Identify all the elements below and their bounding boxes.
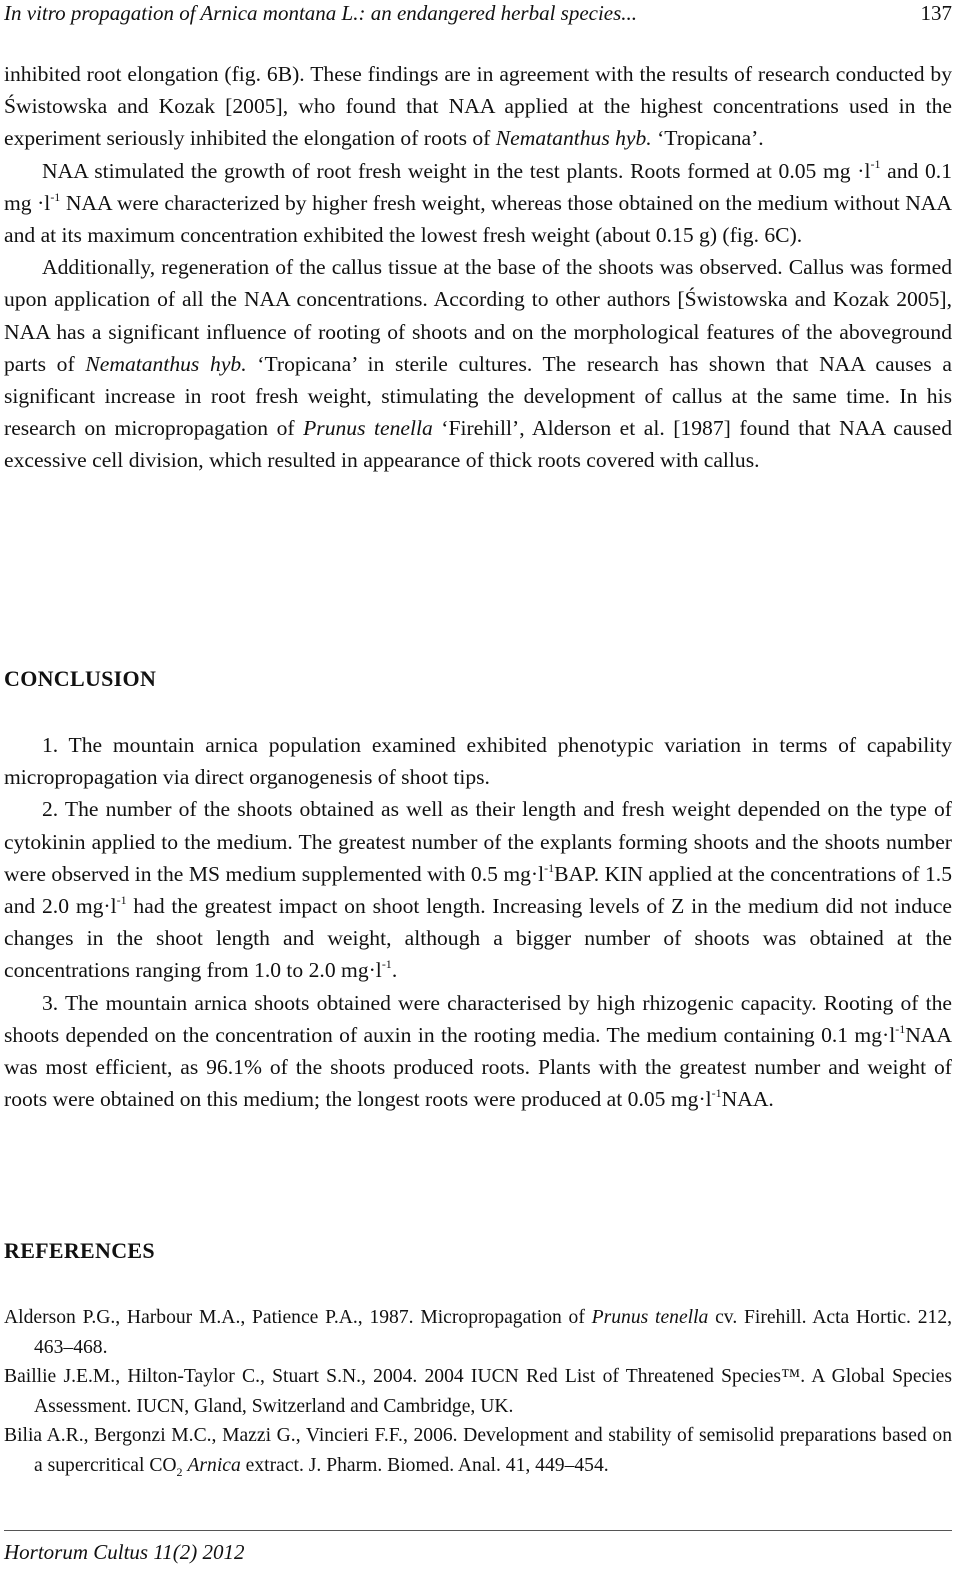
discussion-text [4, 58, 952, 477]
journal-footer: Hortorum Cultus 11(2) 2012 [4, 1540, 245, 1564]
running-header [4, 0, 952, 28]
reference-alderson: Alderson P.G., Harbour M.A., Patience P.A., 1987. Micropropagation of Prunus tenella cv. Firehill. Acta Hortic. 212, 463–468. [4, 1307, 953, 1358]
reference-bilia: Bilia A.R., Bergonzi M.C., Mazzi G., Vincieri F.F., 2006. Development and stability of semisolid preparations based on a supercritical $CO_2$ Arnica extract. J. Pharm. Biomed. Anal. 41, 449–454. [4, 1425, 952, 1479]
paragraph-fresh-weight: NAA stimulated the growth of root fresh weight in the test plants. Roots formed at 0.05 mg $\cdot l^{-1}$ and 0.1 mg $\cdot l^{-1}$ NAA were characterized by higher fresh weight, whereas those obtained on the medium without NAA and at its maximum concentration exhibited the lowest fresh weight (about 0.15 g) (fig. 6C). [4, 157, 953, 248]
section-heading-references: REFERENCES [4, 1238, 155, 1263]
running-title: In vitro propagation of Arnica montana L.: an endangered herbal species... [4, 1, 638, 25]
conclusion-list [4, 729, 952, 1115]
conclusion-item-2: 2. The number of the shoots obtained as well as their length and fresh weight depended on the type of cytokinin applied to the medium. The greatest number of the explants forming shoots and the shoots number were observed in the MS medium supplemented with 0.5 $mg\cdot l^{-1}BAP$. KIN applied at the concentrations of 1.5 and 2.0 $mg\cdot l^{-1}$ had the greatest impact on shoot length. Increasing levels of Z in the medium did not induce changes in the shoot length and weight, although a bigger number of shoots was obtained at the concentrations ranging from 1.0 to 2.0 $mg\cdot l^{-1}$. [4, 797, 952, 983]
species-name: Nematanthus hyb. [495, 126, 652, 151]
footer-divider [4, 1530, 952, 1531]
paragraph-callus: Additionally, regeneration of the callus tissue at the base of the shoots was observed. Callus was formed upon application of all the NAA concentrations. According to other authors [Świstowska and Kozak 2005], NAA has a significant influence of rooting of shoots and on the morphological features of the aboveground parts of Nematanthus hyb. ‘Tropicana’ in sterile cultures. The research has shown that NAA causes a significant increase in root fresh weight, stimulating the development of callus at the same time. In his research on micropropagation of Prunus tenella ‘Firehill’, Alderson et al. [1987] found that NAA caused excessive cell division, which resulted in appearance of thick roots covered with callus. [4, 255, 952, 473]
paragraph-root-elongation: inhibited root elongation (fig. 6B). These findings are in agreement with the results of research conducted by Świstowska and Kozak [2005], who found that NAA applied at the highest concentrations used in the experiment seriously inhibited the elongation of roots of Nematanthus hyb. ‘Tropicana’. [4, 62, 952, 151]
species-name: Nematanthus hyb. [85, 351, 247, 376]
conclusion-item-1: 1. The mountain arnica population examined exhibited phenotypic variation in terms of capability micropropagation via direct organogenesis of shoot tips. [4, 733, 952, 790]
reference-baillie: Baillie J.E.M., Hilton-Taylor C., Stuart S.N., 2004. 2004 IUCN Red List of Threatened Species™. A Global Species Assessment. IUCN, Gland, Switzerland and Cambridge, UK. [4, 1366, 952, 1417]
page-number: 137 [920, 1, 952, 25]
reference-list [4, 1303, 952, 1480]
species-name: Prunus tenella [303, 416, 433, 441]
section-heading-conclusion: CONCLUSION [4, 666, 157, 691]
conclusion-item-3: 3. The mountain arnica shoots obtained were characterised by high rhizogenic capacity. Rooting of the shoots depended on the concentration of auxin in the rooting media. The medium containing 0.1 $mg\cdot l^{-1}NAA$ was most efficient, as 96.1% of the shoots produced roots. Plants with the greatest number and weight of roots were obtained on this medium; the longest roots were produced at 0.05 $mg\cdot l^{-1}NAA$. [4, 990, 952, 1112]
